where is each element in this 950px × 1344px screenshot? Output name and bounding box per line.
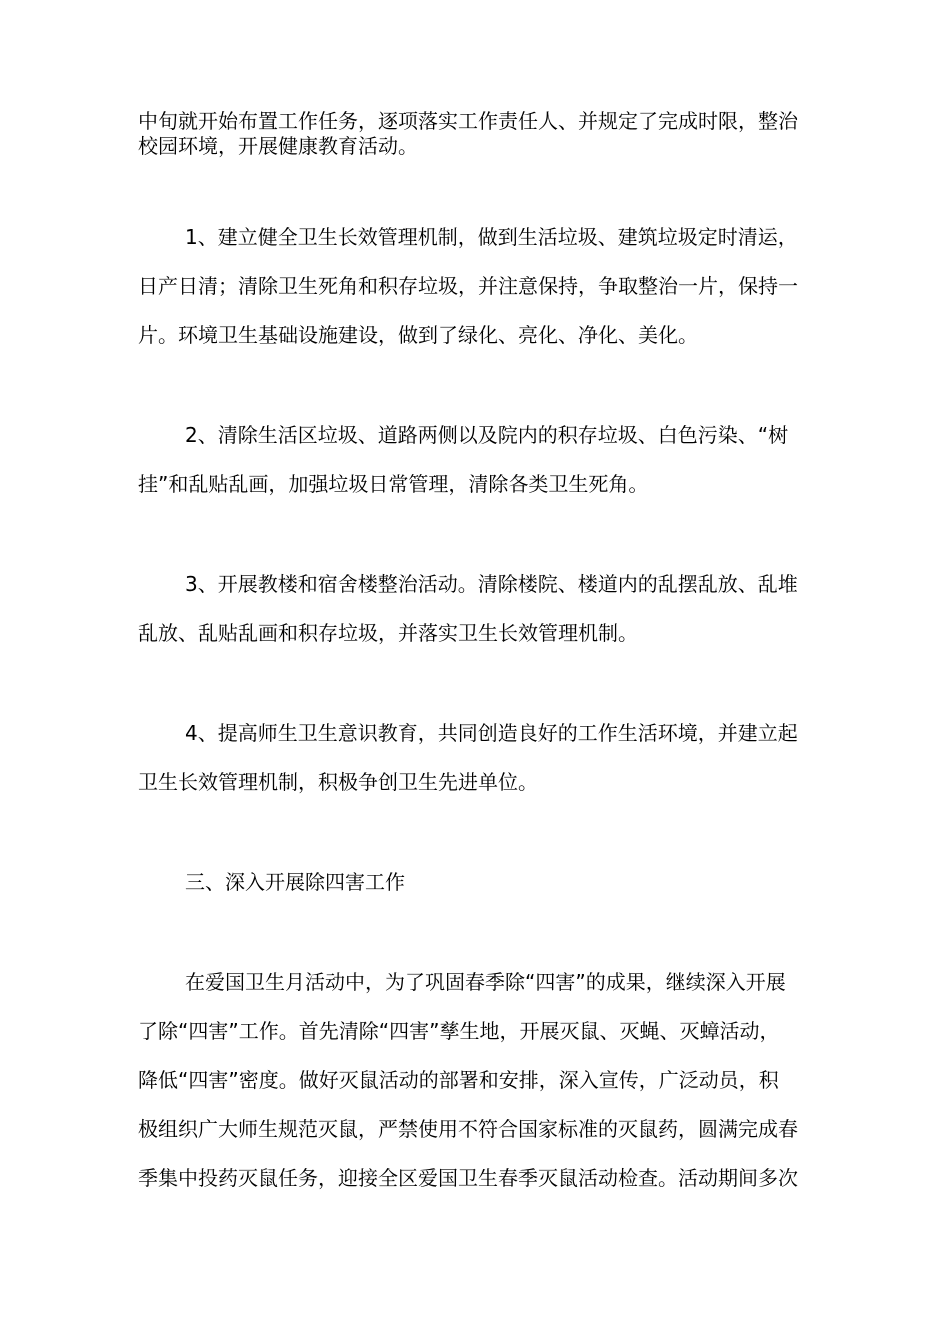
item-1-line-1: 1、建立健全卫生长效管理机制，做到生活垃圾、建筑垃圾定时清运， bbox=[185, 225, 798, 249]
section-3-line-1: 在爱国卫生月活动中，为了巩固春季除“四害”的成果，继续深入开展 bbox=[185, 970, 786, 994]
item-3-line-2: 乱放、乱贴乱画和积存垃圾，并落实卫生长效管理机制。 bbox=[138, 621, 638, 645]
section-3-line-5: 季集中投药灭鼠任务，迎接全区爱国卫生春季灭鼠活动检查。活动期间多次 bbox=[138, 1166, 798, 1190]
item-4-line-1: 4、提高师生卫生意识教育，共同创造良好的工作生活环境，并建立起 bbox=[185, 721, 798, 745]
section-3-line-2: 了除“四害”工作。首先清除“四害”孳生地，开展灭鼠、灭蝇、灭蟑活动， bbox=[138, 1019, 780, 1043]
section-3-line-4: 极组织广大师生规范灭鼠，严禁使用不符合国家标准的灭鼠药，圆满完成春 bbox=[138, 1117, 798, 1141]
item-2-line-2: 挂”和乱贴乱画，加强垃圾日常管理，清除各类卫生死角。 bbox=[138, 472, 649, 496]
item-4-line-2: 卫生长效管理机制，积极争创卫生先进单位。 bbox=[138, 770, 538, 794]
item-1-line-3: 片。环境卫生基础设施建设，做到了绿化、亮化、净化、美化。 bbox=[138, 323, 698, 347]
intro-line-2: 校园环境，开展健康教育活动。 bbox=[138, 134, 418, 158]
section-3-line-3: 降低“四害”密度。做好灭鼠活动的部署和安排，深入宣传，广泛动员，积 bbox=[138, 1068, 779, 1092]
item-2-line-1: 2、清除生活区垃圾、道路两侧以及院内的积存垃圾、白色污染、“树 bbox=[185, 423, 789, 447]
item-3-line-1: 3、开展教楼和宿舍楼整治活动。清除楼院、楼道内的乱摆乱放、乱堆 bbox=[185, 572, 798, 596]
intro-line-1: 中旬就开始布置工作任务，逐项落实工作责任人、并规定了完成时限，整治 bbox=[138, 109, 798, 133]
section-3-heading: 三、深入开展除四害工作 bbox=[185, 870, 405, 894]
item-1-line-2: 日产日清；清除卫生死角和积存垃圾，并注意保持，争取整治一片，保持一 bbox=[138, 274, 798, 298]
